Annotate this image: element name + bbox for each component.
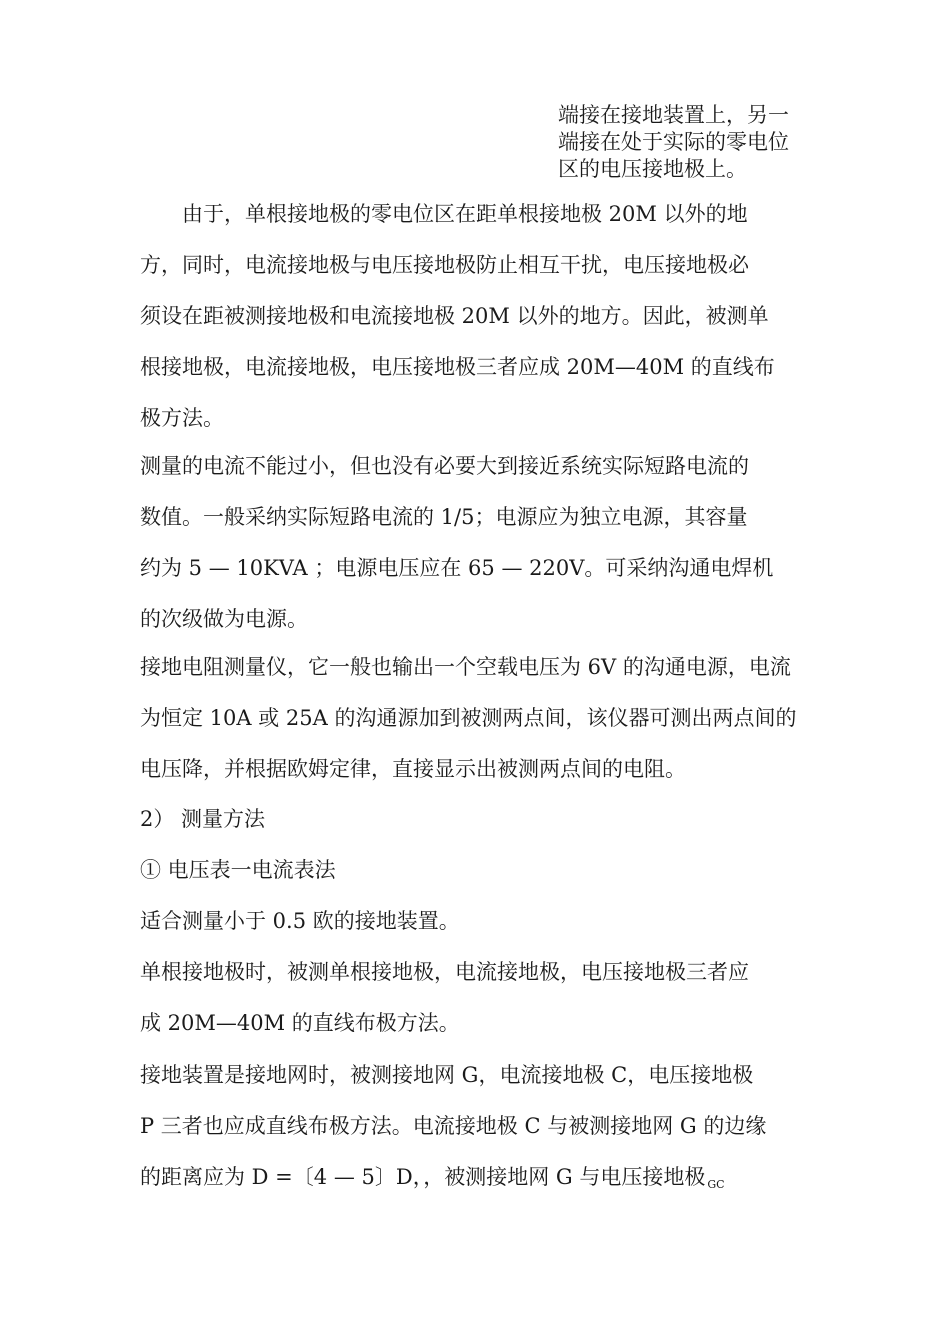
text-line: 由于，单根接地极的零电位区在距单根接地极 20M 以外的地 xyxy=(182,202,748,226)
text-line: 接地装置是接地网时，被测接地网 G，电流接地极 C，电压接地极 xyxy=(140,1063,754,1087)
text-line: 成 20M—40M 的直线布极方法。 xyxy=(140,1011,460,1035)
text-fragment: 的距离应为 D =〔4 — 5〕D，，被测接地网 G 与电压接地极 xyxy=(140,1165,706,1189)
text-line: 电压降，并根据欧姆定律，直接显示出被测两点间的电阻。 xyxy=(140,757,686,781)
side-note-line: 区的电压接地极上。 xyxy=(558,157,747,181)
text-line: 须设在距被测接地极和电流接地极 20M 以外的地方。因此，被测单 xyxy=(140,304,769,328)
text-line: 约为 5 — 10KVA ；电源电压应在 65 — 220V。可采纳沟通电焊机 xyxy=(140,556,774,580)
side-note-line: 端接在处于实际的零电位 xyxy=(558,130,789,154)
text-line: 的次级做为电源。 xyxy=(140,607,308,631)
text-line: 根接地极，电流接地极，电压接地极三者应成 20M—40M 的直线布 xyxy=(140,355,775,379)
subscript-label: GC xyxy=(707,1178,725,1191)
paragraph-single-electrode xyxy=(140,947,830,1049)
text-line: 接地电阻测量仪，它一般也输出一个空载电压为 6V 的沟通电源，电流 xyxy=(140,655,791,679)
heading-method xyxy=(140,794,830,845)
paragraph-grounding-grid xyxy=(140,1050,830,1203)
paragraph-scope xyxy=(140,896,830,947)
text-line: 极方法。 xyxy=(140,406,224,430)
heading-voltmeter-ammeter xyxy=(140,845,830,896)
text-line xyxy=(140,1152,830,1203)
side-note xyxy=(558,102,828,183)
text-line: 测量的电流不能过小，但也没有必要大到接近系统实际短路电流的 xyxy=(140,454,749,478)
text-line: 数值。一般采纳实际短路电流的 1/5；电源应为独立电源，其容量 xyxy=(140,505,748,529)
text-line: 方，同时，电流接地极与电压接地极防止相互干扰，电压接地极必 xyxy=(140,253,749,277)
paragraph-zero-potential xyxy=(140,189,830,444)
text-line: 单根接地极时，被测单根接地极，电流接地极，电压接地极三者应 xyxy=(140,960,749,984)
text-line: ① 电压表一电流表法 xyxy=(140,858,336,882)
side-note-line: 端接在接地装置上，另一 xyxy=(558,103,789,127)
paragraph-current xyxy=(140,441,830,645)
paragraph-tester xyxy=(140,642,830,795)
text-line: 适合测量小于 0.5 欧的接地装置。 xyxy=(140,909,460,933)
text-line: 为恒定 10A 或 25A 的沟通源加到被测两点间，该仪器可测出两点间的 xyxy=(140,706,797,730)
text-line: P 三者也应成直线布极方法。电流接地极 C 与被测接地网 G 的边缘 xyxy=(140,1114,767,1138)
text-line: 2） 测量方法 xyxy=(140,807,266,831)
